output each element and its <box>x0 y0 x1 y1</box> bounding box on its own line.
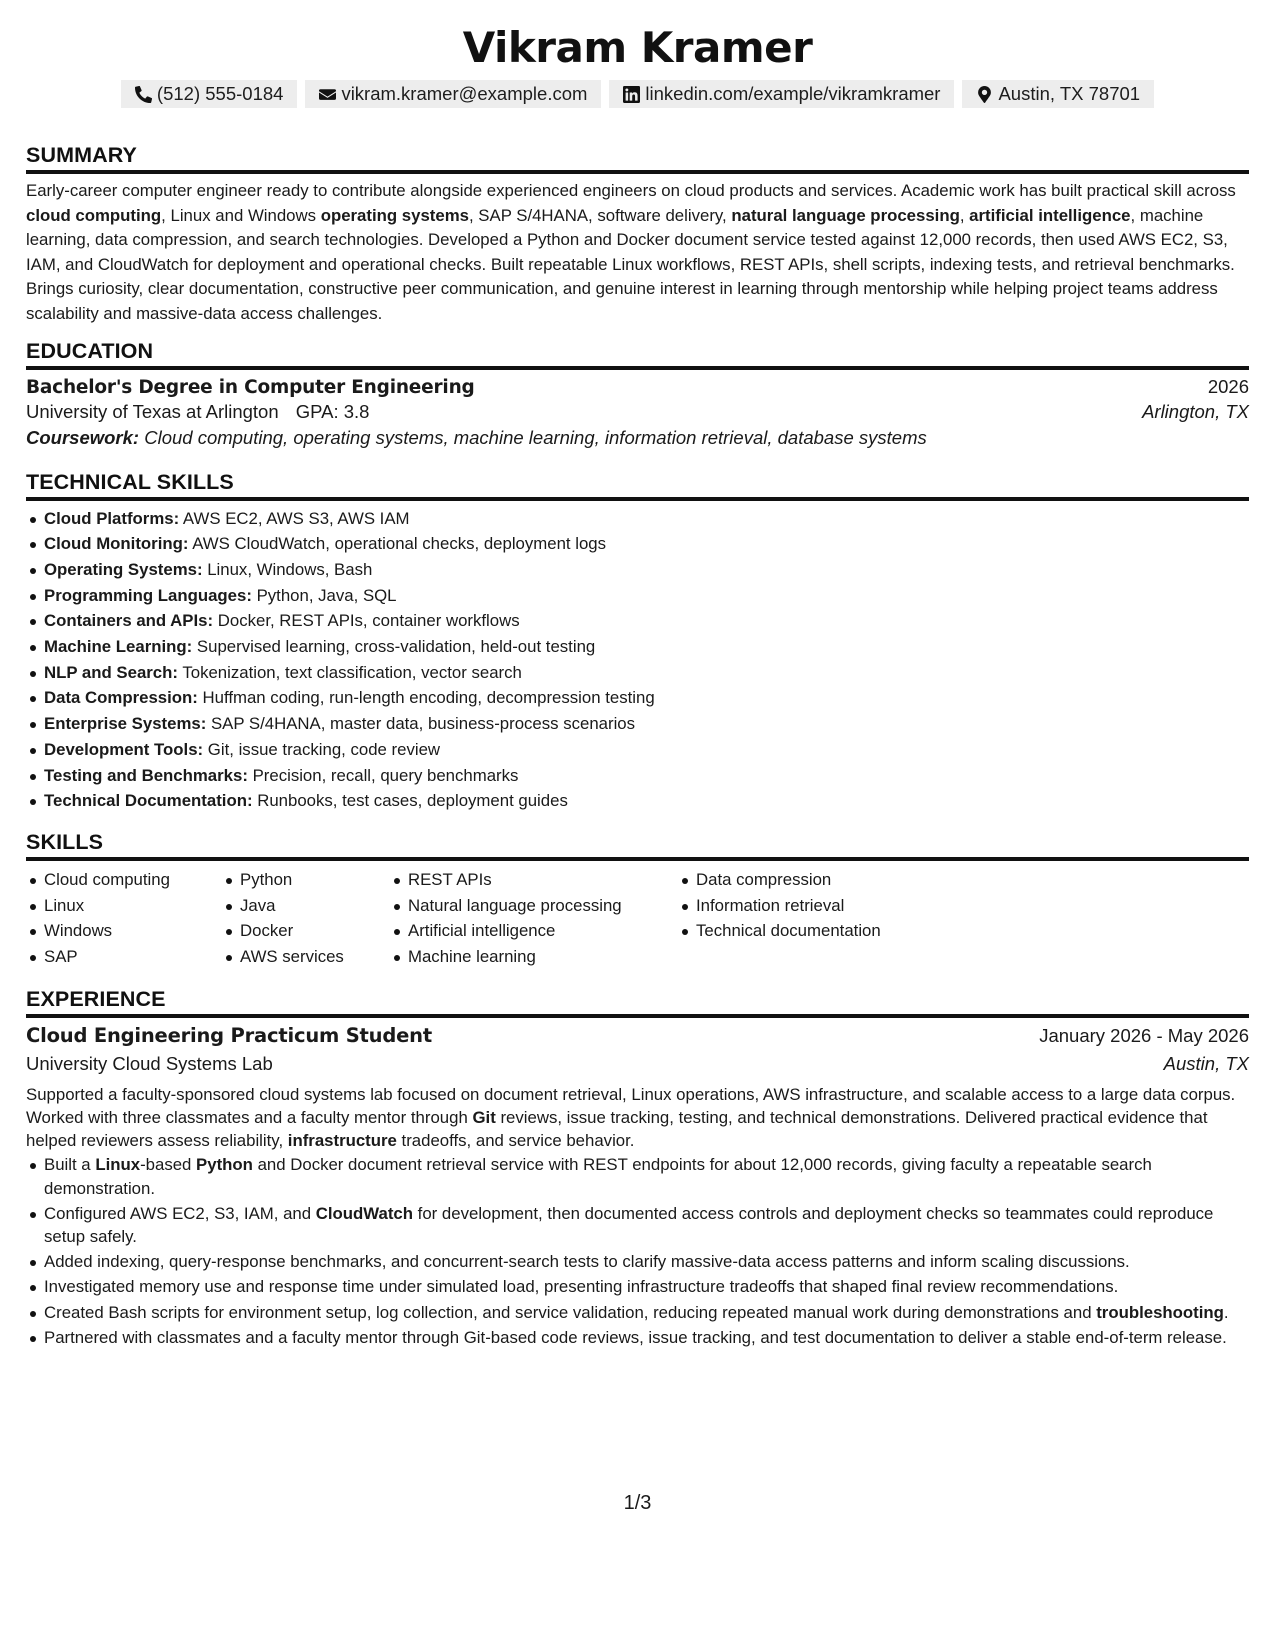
technical-skill-item <box>44 788 1249 814</box>
technical-skill-item <box>44 737 1249 763</box>
gpa: GPA: 3.8 <box>295 400 370 422</box>
skill-category: Data Compression: <box>44 688 198 708</box>
page-number: 1/3 <box>623 1492 652 1514</box>
resume-page <box>26 0 1249 1351</box>
phone-text: (512) 555-0184 <box>156 83 284 104</box>
experience-header-row <box>26 1024 1249 1047</box>
technical-skill-item <box>44 685 1249 711</box>
experience-bullet <box>44 1275 1249 1298</box>
candidate-name: Vikram Kramer <box>462 23 813 72</box>
job-description <box>26 1083 1249 1153</box>
education-heading: EDUCATION <box>26 338 1249 370</box>
location-pin-icon <box>976 86 993 103</box>
emphasis-text: artificial intelligence <box>969 205 1131 225</box>
linkedin-text: linkedin.com/example/vikramkramer <box>645 83 941 104</box>
experience-bullet <box>44 1153 1249 1199</box>
experience-heading: EXPERIENCE <box>26 986 1249 1018</box>
coursework-list: Cloud computing, operating systems, machine learning, information retrieval, database systems <box>144 426 927 448</box>
text-run: , <box>959 205 970 225</box>
skill-category: NLP and Search: <box>44 662 178 682</box>
skill-values: Huffman coding, run-length encoding, decompression testing <box>197 688 655 708</box>
skill-item: Data compression <box>696 867 956 893</box>
school-location: Arlington, TX <box>1142 400 1249 422</box>
text-run: and Docker document retrieval service with REST endpoints for about 12,000 records, giving faculty a repeatable search demonstration. <box>44 1155 1152 1198</box>
text-run: , machine learning, data compression, and search technologies. Developed a Python and Docker document service tested against 12,000 records, then used AWS EC2, S3, IAM, and CloudWatch for deployment and operational checks. Built repeatable Linux workflows, REST APIs, shell scripts, indexing tests, and retrieval benchmarks. Brings curiosity, clear documentation, constructive peer communication, and genuine interest in learning through mentorship while helping project teams address scalability and massive-data access challenges. <box>26 205 1235 323</box>
text-run: Investigated memory use and response time under simulated load, presenting infrastructure tradeoffs that shaped final review recommendations. <box>44 1277 1119 1297</box>
experience-bullet <box>44 1326 1249 1349</box>
emphasis-text: Python <box>196 1155 253 1175</box>
contact-phone <box>121 80 298 108</box>
job-location: Austin, TX <box>1163 1052 1249 1074</box>
skill-category: Technical Documentation: <box>44 791 253 811</box>
text-run: Built a <box>44 1155 96 1175</box>
text-run: reviews, issue tracking, testing, and technical demonstrations. Delivered practical evidence that helped reviewers assess reliability, <box>26 1108 1208 1151</box>
technical-skill-item <box>44 763 1249 789</box>
skill-item: Python <box>240 867 390 893</box>
skills-column <box>390 867 678 970</box>
skill-category: Enterprise Systems: <box>44 714 207 734</box>
skill-values: AWS CloudWatch, operational checks, deployment logs <box>188 534 607 554</box>
technical-skill-item <box>44 660 1249 686</box>
job-dates: January 2026 - May 2026 <box>1039 1024 1249 1046</box>
skill-category: Machine Learning: <box>44 637 193 657</box>
degree-title: Bachelor's Degree in Computer Engineering <box>26 376 475 398</box>
technical-skill-item <box>44 506 1249 532</box>
technical-skills-heading: TECHNICAL SKILLS <box>26 469 1249 501</box>
graduation-year: 2026 <box>1207 375 1249 397</box>
skill-item: Technical documentation <box>696 918 956 944</box>
emphasis-text: Git <box>472 1108 496 1128</box>
skill-item: SAP <box>44 944 222 970</box>
skill-values: Python, Java, SQL <box>251 585 397 605</box>
skill-category: Containers and APIs: <box>44 611 214 631</box>
skills-column <box>678 867 956 970</box>
contact-bar <box>26 80 1249 108</box>
education-header-row <box>26 376 1249 398</box>
emphasis-text: cloud computing <box>26 205 162 225</box>
skill-values: Linux, Windows, Bash <box>202 559 373 579</box>
skill-values: AWS EC2, AWS S3, AWS IAM <box>179 508 410 528</box>
text-run: for development, then documented access controls and deployment checks so teammates could reproduce setup safely. <box>44 1203 1214 1247</box>
skill-item: Artificial intelligence <box>408 918 678 944</box>
skill-values: Runbooks, test cases, deployment guides <box>252 791 568 811</box>
skill-item: REST APIs <box>408 867 678 893</box>
text-run: Added indexing, query-response benchmarks, and concurrent-search tests to clarify massive-data access patterns and inform scaling discussions. <box>44 1252 1130 1272</box>
coursework <box>26 427 1249 449</box>
job-bullets <box>26 1153 1249 1349</box>
coursework-label: Coursework: <box>26 426 140 448</box>
text-run: -based <box>140 1155 197 1175</box>
contact-linkedin[interactable] <box>609 80 954 108</box>
school-line <box>26 401 369 423</box>
skill-values: Git, issue tracking, code review <box>203 739 441 759</box>
text-run: Supported a faculty-sponsored cloud systems lab focused on document retrieval, Linux operations, AWS infrastructure, and scalable access to a large data corpus. Worked with three classmates and a faculty mentor through <box>26 1084 1236 1128</box>
skill-category: Testing and Benchmarks: <box>44 765 248 785</box>
skill-category: Development Tools: <box>44 739 204 759</box>
skill-item: Linux <box>44 893 222 919</box>
skill-values: Supervised learning, cross-validation, held-out testing <box>192 637 596 657</box>
skill-item: AWS services <box>240 944 390 970</box>
summary-text <box>26 179 1249 327</box>
skill-item: Windows <box>44 918 222 944</box>
technical-skill-item <box>44 711 1249 737</box>
experience-org-row <box>26 1053 1249 1075</box>
skill-item: Java <box>240 893 390 919</box>
skill-item: Docker <box>240 918 390 944</box>
technical-skill-item <box>44 557 1249 583</box>
experience-bullet <box>44 1301 1249 1324</box>
skill-item: Natural language processing <box>408 893 678 919</box>
skill-values: Docker, REST APIs, container workflows <box>213 611 520 631</box>
technical-skill-item <box>44 583 1249 609</box>
school-name: University of Texas at Arlington <box>26 400 279 422</box>
phone-icon <box>135 86 152 103</box>
emphasis-text: infrastructure <box>287 1131 397 1151</box>
text-run: . <box>1223 1302 1229 1322</box>
text-run: , Linux and Windows <box>161 205 321 225</box>
education-school-row <box>26 401 1249 423</box>
text-run: Configured AWS EC2, S3, IAM, and <box>44 1203 316 1223</box>
experience-bullet <box>44 1250 1249 1273</box>
technical-skills-list <box>26 506 1249 814</box>
experience-bullet <box>44 1202 1249 1248</box>
skills-column <box>26 867 222 970</box>
skill-category: Cloud Monitoring: <box>44 534 189 554</box>
contact-email[interactable] <box>305 80 601 108</box>
skill-values: Tokenization, text classification, vector search <box>177 662 522 682</box>
skill-item: Machine learning <box>408 944 678 970</box>
email-text: vikram.kramer@example.com <box>341 83 588 104</box>
envelope-icon <box>319 86 336 103</box>
technical-skill-item <box>44 531 1249 557</box>
skill-category: Cloud Platforms: <box>44 508 180 528</box>
skill-category: Programming Languages: <box>44 585 252 605</box>
skill-item: Cloud computing <box>44 867 222 893</box>
job-title: Cloud Engineering Practicum Student <box>26 1023 432 1047</box>
skill-values: Precision, recall, query benchmarks <box>247 765 519 785</box>
technical-skill-item <box>44 634 1249 660</box>
emphasis-text: operating systems <box>320 205 469 225</box>
linkedin-icon <box>623 86 640 103</box>
emphasis-text: natural language processing <box>731 205 960 225</box>
emphasis-text: CloudWatch <box>315 1203 414 1223</box>
skills-heading: SKILLS <box>26 829 1249 861</box>
text-run: , SAP S/4HANA, software delivery, <box>468 205 732 225</box>
text-run: tradeoffs, and service behavior. <box>396 1131 635 1151</box>
technical-skill-item <box>44 608 1249 634</box>
skill-category: Operating Systems: <box>44 559 203 579</box>
skill-values: SAP S/4HANA, master data, business-process scenarios <box>206 714 636 734</box>
text-run: Partnered with classmates and a faculty mentor through Git-based code reviews, issue tracking, and test documentation to deliver a stable end-of-term release. <box>44 1327 1227 1347</box>
emphasis-text: Linux <box>95 1155 141 1175</box>
contact-location <box>962 80 1154 108</box>
emphasis-text: troubleshooting <box>1096 1302 1224 1322</box>
skills-column <box>222 867 390 970</box>
skill-item: Information retrieval <box>696 893 956 919</box>
job-org: University Cloud Systems Lab <box>26 1052 273 1074</box>
text-run: Created Bash scripts for environment setup, log collection, and service validation, reducing repeated manual work during demonstrations and <box>44 1302 1097 1322</box>
skills-grid <box>26 867 1249 970</box>
text-run: Early-career computer engineer ready to contribute alongside experienced engineers on cloud products and services. Academic work has built practical skill across <box>26 181 1236 200</box>
summary-heading: SUMMARY <box>26 142 1249 174</box>
location-text: Austin, TX 78701 <box>998 83 1141 104</box>
